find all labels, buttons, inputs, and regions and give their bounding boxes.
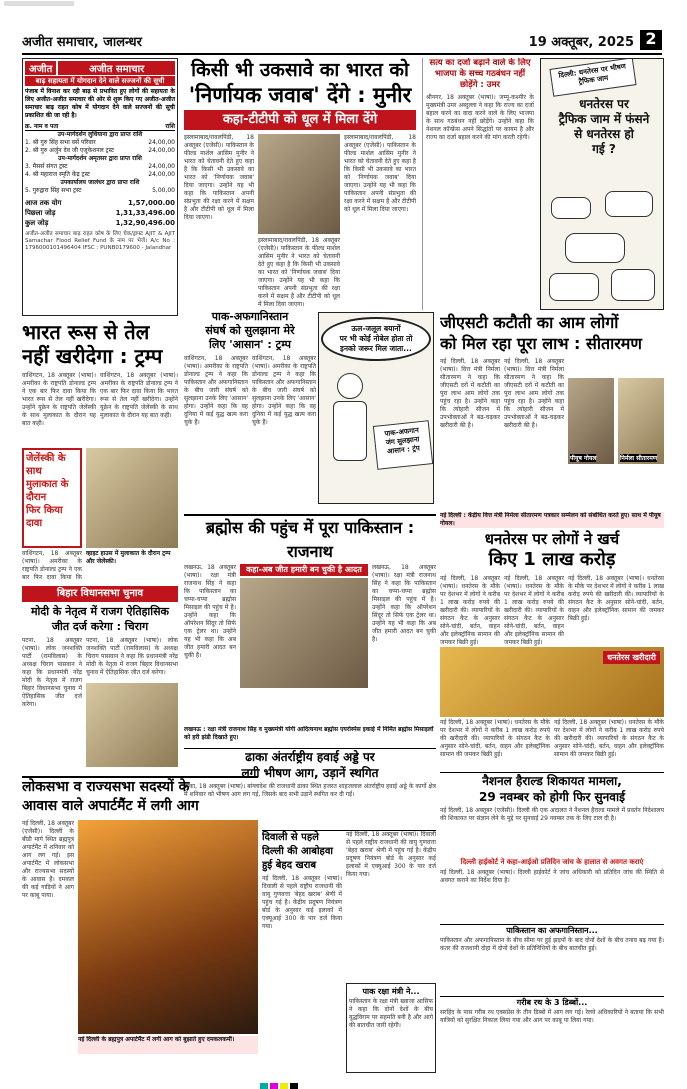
bihar-body-1: पटना, 18 अक्तूबर (भाषा)। लोक जनशक्ति पार्टी (रामविलास) के अध्यक्ष चिराग पासवान ने कहा कि प्रधानमंत्री नरेंद्र मोदी के नेतृत्व में राजग बिहार विधानसभा चुनाव में ऐतिहासिक जीत दर्ज करेगा। [22, 637, 82, 708]
sitharaman-label: निर्मला सीतारमण [620, 455, 658, 462]
bihar-headline-2: जीत दर्ज करेगा : चिराग [51, 620, 149, 633]
brahmos-body-1: लखनऊ, 18 अक्तूबर (भाषा)। रक्षा मंत्री राजनाथ सिंह ने कहा कि पाकिस्तान का चप्पा-चप्पा ब्रह्मोस मिसाइल की पहुंच में है। उन्होंने कहा कि ऑपरेशन सिंदूर तो सिर्फ एक ट्रेलर था। उन्होंने यह भी कहा कि अब जीत हमारी आदत बन चुकी है। [184, 564, 236, 659]
herald-headline-1: नैशनल हैराल्ड शिकायत मामला, [482, 774, 622, 788]
relief-group-head: उपकार्यालय जालंधर द्वारा प्राप्त राशि [60, 179, 140, 186]
relief-totals: आज तक योग 1,57,000.00 पिछला जोड़ 1,31,33,496.00 कुल जोड़ 1,32,90,496.00 [25, 199, 175, 227]
umar-article [422, 58, 534, 310]
ptsa-body: पाकिस्तान के रक्षा मंत्री ख्वाजा आसिफ ने कहा कि दोनों देशों के बीच युद्धविराम पर सहमति बनी है और आगे की बातचीत जारी रहेगी। [349, 998, 433, 1029]
russia-body-2: वाशिंगटन, 18 अक्तूबर (भाषा)। अमरीका के राष्ट्रपति डोनाल्ड ट्रम्प ने एक बार फिर दावा किया कि भारत रूस से तेल नहीं खरीदेगा। उन्होंने यूक्रेन के राष्ट्रपति जेलेंस्की के साथ मुलाकात के दौरान यह बात कही। [100, 372, 178, 419]
gst-headline-1: जीएसटी कटौती का आम लोगों [440, 313, 619, 332]
herald-article [440, 772, 664, 922]
relief-columns [25, 122, 175, 131]
brahmos-article [184, 514, 436, 744]
cartoon-caption: धनतेरस पर ट्रैफिक जाम में फंसने से धनतेरस हो गई ? [558, 97, 650, 156]
trump-zelensky-photo [86, 448, 178, 548]
print-strip [0, 0, 687, 8]
bihar-body-2: पटना, 18 अक्तूबर (भाषा)। लोक जनशक्ति पार्टी (रामविलास) के अध्यक्ष चिराग पासवान ने कहा कि प्रधानमंत्री नरेंद्र मोदी के नेतृत्व में राजग बिहार विधानसभा चुनाव में ऐतिहासिक जीत दर्ज करेगा। [86, 637, 178, 676]
herald-subhead: दिल्ली हाईकोर्ट ने कहा-आईओ प्रतिदिन जांच के हालात से अवगत कराएं [460, 858, 644, 866]
diwali-headline-3: हुई बेहद खराब [262, 860, 317, 871]
pakafghan-body-1: वाशिंगटन, 18 अक्तूबर (भाषा)। अमरीका के राष्ट्रपति डोनाल्ड ट्रम्प ने कहा कि पाकिस्तान और अफगानिस्तान के बीच जारी संघर्ष को सुलझाना उनके लिए 'आसान' होगा। उन्होंने कहा कि वह दुनिया में कई युद्ध खत्म करा चुके हैं। [184, 355, 248, 426]
russia-body-1: वाशिंगटन, 18 अक्तूबर (भाषा)। अमरीका के राष्ट्रपति डोनाल्ड ट्रम्प ने एक बार फिर दावा किया कि भारत रूस से तेल नहीं खरीदेगा। उन्होंने यूक्रेन के राष्ट्रपति जेलेंस्की के साथ मुलाकात के दौरान यह बात कही। [22, 372, 96, 427]
diwali-headline-2: दिल्ली की आबोहवा [262, 846, 333, 857]
cartoon-drawing [545, 177, 661, 307]
umar-body: श्रीनगर, 18 अक्तूबर (भाषा)। जम्मू-कश्मीर के मुख्यमंत्री उमर अब्दुल्ला ने कहा कि राज्य का दर्जा बहाल करने का वादा करने वाले के लिए भाजपा के साथ गठबंधन नहीं छोड़ेंगे। उन्होंने कहा कि नेशनल कॉन्फ्रेंस अपने सिद्धांतों पर कायम है और राज्य का दर्जा बहाल करने की मांग करती रहेगी। [426, 94, 534, 141]
relief-title: बाढ़ सहायता में योगदान देने वाले सज्जनों की सूची [25, 76, 175, 86]
dhanteras-photo-label: धनतेरस खरीदारी [603, 651, 660, 664]
herald-body-2: नई दिल्ली, 18 अक्तूबर (भाषा)। दिल्ली हाईकोर्ट ने जांच अधिकारी को प्रतिदिन जांच की स्थिति से अवगत कराने का निर्देश दिया है। [440, 869, 664, 884]
bihar-banner: बिहार विधानसभा चुनाव [22, 586, 178, 602]
bihar-article [22, 586, 178, 772]
dhanteras-body-1: नई दिल्ली, 18 अक्तूबर (भाषा)। धनतेरस के मौके पर देशभर में लोगों ने करीब 1 लाख करोड़ रुपये की खरीदारी की। व्यापारियों के संगठन कैट के अनुसार सोने-चांदी, बर्तन, वाहन और इलेक्ट्रॉनिक सामान की जमकर बिक्री हुई। [440, 575, 500, 646]
page-number: 2 [640, 30, 662, 50]
pakafghan-headline-2: संघर्ष को सुलझाना मेरे [205, 324, 295, 337]
dhaka-headline-1: ढाका अंतर्राष्ट्रीय हवाई अड्डे पर [245, 750, 375, 764]
ajit-logo: अजीत [25, 61, 56, 75]
print-marks [0, 1083, 687, 1089]
herald-headline-2: 29 नवम्बर को होगी फिर सुनवाई [479, 790, 625, 804]
dhaka-headline-2: लगी भीषण आग, उड़ानें स्थगित [241, 766, 379, 780]
ajit-samachar-logo: अजीत समाचार [58, 61, 175, 75]
fire-article [22, 776, 258, 1084]
munir-headline-2: 'निर्णायक जवाब' देंगे : मुनीर [188, 83, 412, 107]
relief-row: 5. गुरुद्वारा सिंह सभा ट्रस्ट 5,00,00 [25, 187, 175, 194]
fire-caption: नई दिल्ली के ब्रह्मपुत्र अपार्टमैंट में लगी आग को बुझाते हुए दमकलकर्मी। [78, 1036, 258, 1054]
relief-footer: अजीत-अजीत समाचार बाढ़ राहत कोष के लिए चेक/ड्राफ्ट AJIT & AJIT Samachar Flood Relief Fund के नाम पर भेजें। A/c No : 1796000101496404 IFSC : PUNB0179600 - Jalandhar [25, 231, 175, 251]
relief-groups [25, 131, 175, 195]
russia-body-3: वाशिंगटन, 18 अक्तूबर (भाषा)। अमरीका के राष्ट्रपति डोनाल्ड ट्रम्प ने एक बार फिर दावा किया कि [22, 550, 82, 580]
dhanteras-body-3: नई दिल्ली, 18 अक्तूबर (भाषा)। धनतेरस के मौके पर देशभर में लोगों ने करीब 1 लाख करोड़ रुपये की खरीदारी की। व्यापारियों के संगठन कैट के अनुसार सोने-चांदी, बर्तन, वाहन और इलेक्ट्रॉनिक सामान की जमकर बिक्री हुई। [568, 575, 664, 622]
dhaka-body: ढाका, 18 अक्तूबर (भाषा)। बांग्लादेश की राजधानी ढाका स्थित हजरत शाहजलाल अंतर्राष्ट्रीय हवाई अड्डे के कार्गो क्षेत्र में शनिवार को भीषण आग लग गई, जिसके बाद सभी उड़ानें स्थगित कर दी गईं। [184, 783, 436, 798]
chirag-photo [86, 683, 178, 767]
brahmos-headline: ब्रह्मोस की पहुंच में पूरा पाकिस्तान : राजनाथ [205, 518, 415, 561]
diwali-body-2: नई दिल्ली, 18 अक्तूबर (भाषा)। दिवाली से पहले राष्ट्रीय राजधानी की वायु गुणवत्ता 'बेहद खराब' श्रेणी में पहुंच गई है। केंद्रीय प्रदूषण नियंत्रण बोर्ड के अनुसार कई इलाकों में एक्यूआई 300 के पार दर्ज किया गया। [346, 831, 436, 878]
masthead-rule [22, 53, 662, 55]
relief-row: 2. श्री गुरु अर्जुन देव जी एजुकेशनल ट्रस्ट 24,00,00 [25, 147, 175, 154]
munir-headline-1: किसी भी उकसावे का भारत को [191, 59, 409, 81]
brahmos-body-2: लखनऊ, 18 अक्तूबर (भाषा)। रक्षा मंत्री राजनाथ सिंह ने कहा कि पाकिस्तान का चप्पा-चप्पा ब्रह्मोस मिसाइल की पहुंच में है। उन्होंने कहा कि ऑपरेशन सिंदूर तो सिर्फ एक ट्रेलर था। उन्होंने यह भी कहा कि अब जीत हमारी आदत बन चुकी है। [372, 564, 436, 643]
relief-row: 1. श्री गुरु सिंह सभा वर्से परिवार 24,00,00 [25, 139, 175, 146]
dhanteras-headline-2: किए 1 लाख करोड़ [488, 549, 616, 570]
traffic-cartoon [540, 58, 664, 310]
sitharaman-photo [618, 378, 664, 464]
fire-body: नई दिल्ली, 18 अक्तूबर (एजेंसी)। दिल्ली के बीडी मार्ग स्थित ब्रह्मपुत्र अपार्टमैंट में शनिवार को आग लग गई। इस अपार्टमैंट में लोकसभा और राज्यसभा सदस्यों के आवास हैं। दमकल की कई गाड़ियों ने आग पर काबू पाया। [22, 820, 74, 899]
train-head: गरीब रथ के 3 डिब्बों... [516, 998, 588, 1007]
paper-name: अजीत समाचार, जालन्धर [22, 35, 142, 50]
munir-photo [258, 134, 340, 234]
gst-body-1: नई दिल्ली, 18 अक्तूबर (भाषा)। वित्त मंत्री निर्मला सीतारमण ने कहा कि जीएसटी दरों में कटौती का पूरा लाभ आम लोगों तक पहुंच रहा है। उन्होंने कहा कि त्योहारी सीजन में उपभोक्ताओं ने बढ़-चढ़कर खरीदारी की है। [440, 358, 500, 429]
fire-photo [78, 820, 258, 1034]
diwali-article [262, 830, 436, 1084]
nobel-bubble: ऊल-जलूल बयानों पर भी कोई नोबेल होता तो इनको जरूर मिल जाता... [321, 317, 431, 361]
cartoon2-sign: पाक-अफगान जंग सुलझाना आसान : ट्रंप [373, 420, 433, 470]
dhanteras-body-2: नई दिल्ली, 18 अक्तूबर (भाषा)। धनतेरस के मौके पर देशभर में लोगों ने करीब 1 लाख करोड़ रुपये की खरीदारी की। व्यापारियों के संगठन कैट के अनुसार सोने-चांदी, बर्तन, वाहन और इलेक्ट्रॉनिक सामान की जमकर बिक्री हुई। [504, 575, 564, 646]
pakafghan-headline-3: लिए 'आसान' : ट्रम्प [209, 338, 291, 351]
russia-article [22, 320, 178, 580]
gst-headline-2: को मिल रहा पूरा लाभ : सीतारमण [440, 334, 642, 353]
russia-headline-1: भारत रूस से तेल [22, 320, 150, 344]
nobel-cartoon [318, 312, 434, 504]
relief-row: 4. श्री महाराज स्मृति केंद्र ट्रस्ट 24,00,00 [25, 171, 175, 178]
relief-group-head: उप-मार्गदर्शन अमृतसर द्वारा प्राप्त राशि [58, 155, 142, 162]
diwali-headline-1: दिवाली से पहले [262, 832, 319, 843]
fire-headline-2: आवास वाले अपार्टमैंट में लगी आग [22, 798, 199, 814]
goyal-photo [568, 378, 614, 464]
dhanteras-body-5: नई दिल्ली, 18 अक्तूबर (भाषा)। धनतेरस के मौके पर देशभर में लोगों ने करीब 1 लाख करोड़ रुपये की खरीदारी की। व्यापारियों के संगठन कैट के अनुसार सोने-चांदी, बर्तन, वाहन और इलेक्ट्रॉनिक सामान की जमकर बिक्री हुई। [554, 719, 664, 758]
munir-body-col3: इस्लामाबाद/रावलपिंडी, 18 अक्तूबर (एजेंसी)। पाकिस्तान के फील्ड मार्शल आसिम मुनीर ने भारत को चेतावनी देते हुए कहा है कि किसी भी उकसावे का भारत को 'निर्णायक जवाब' दिया जाएगा। उन्होंने यह भी कहा कि पाकिस्तान अपनी संप्रभुता की रक्षा करने में सक्षम है और टीटीपी को धूल में मिला दिया जाएगा। [344, 134, 416, 213]
pakafghan-body-2: वाशिंगटन, 18 अक्तूबर (भाषा)। अमरीका के राष्ट्रपति डोनाल्ड ट्रम्प ने कहा कि पाकिस्तान और अफगानिस्तान के बीच जारी संघर्ष को सुलझाना उनके लिए 'आसान' होगा। उन्होंने कहा कि वह दुनिया में कई युद्ध खत्म करा चुके हैं। [252, 355, 316, 426]
relief-group-head: उप-मार्गदर्शन लुधियाना द्वारा प्राप्त राशि [57, 131, 143, 138]
gst-photos [568, 358, 664, 490]
ptsa-head: पाक रक्षा मंत्री ने... [362, 987, 420, 996]
relief-col-amount: राशि [165, 123, 175, 130]
munir-body-col1: इस्लामाबाद/रावलपिंडी, 18 अक्तूबर (एजेंसी)। पाकिस्तान के फील्ड मार्शल आसिम मुनीर ने भारत को चेतावनी देते हुए कहा है कि किसी भी उकसावे का भारत को 'निर्णायक जवाब' दिया जाएगा। उन्होंने यह भी कहा कि पाकिस्तान अपनी संप्रभुता की रक्षा करने में सक्षम है और टीटीपी को धूल में मिला दिया जाएगा। [184, 134, 254, 221]
dhanteras-article [440, 530, 664, 770]
dhanteras-photo [440, 647, 664, 717]
page-date: 19 अक्तूबर, 2025 [528, 35, 634, 50]
fire-headline-1: लोकसभा व राज्यसभा सदस्यों के [22, 779, 190, 795]
munir-banner: कहा-टीटीपी को धूल में मिला देंगे [184, 110, 416, 130]
brahmos-photo [240, 578, 368, 688]
russia-subhead: जेलेंस्की के साथ मुलाकात के दौरान फिर किया दावा [22, 448, 82, 548]
munir-article [184, 58, 416, 308]
munir-body-col2: इस्लामाबाद/रावलपिंडी, 18 अक्तूबर (एजेंसी)। पाकिस्तान के फील्ड मार्शल आसिम मुनीर ने भारत को चेतावनी देते हुए कहा है कि किसी भी उकसावे का भारत को 'निर्णायक जवाब' दिया जाएगा। उन्होंने यह भी कहा कि पाकिस्तान अपनी संप्रभुता की रक्षा करने में सक्षम है और टीटीपी को धूल में मिला दिया जाएगा। [258, 237, 340, 308]
brahmos-caption: लखनऊ : रक्षा मंत्री राजनाथ सिंह व मुख्यमंत्री योगी आदित्यनाथ ब्रह्मोस एयरोस्पेस इकाई में निर्मित ब्रह्मोस मिसाइलों को हरी झंडी दिखाते हुए। [184, 726, 434, 741]
pakafghan-headline-1: पाक-अफगानिस्तान [211, 310, 289, 323]
relief-fund-box [22, 58, 178, 316]
dhanteras-body-4: नई दिल्ली, 18 अक्तूबर (भाषा)। धनतेरस के मौके पर देशभर में लोगों ने करीब 1 लाख करोड़ रुपये की खरीदारी की। व्यापारियों के संगठन कैट के अनुसार सोने-चांदी, बर्तन, वाहन और इलेक्ट्रॉनिक सामान की जमकर बिक्री हुई। [440, 719, 550, 758]
masthead [22, 30, 662, 52]
goyal-label: पीयूष गोयल [570, 455, 597, 462]
gst-body-2: नई दिल्ली, 18 अक्तूबर (भाषा)। वित्त मंत्री निर्मला सीतारमण ने कहा कि जीएसटी दरों में कटौती का पूरा लाभ आम लोगों तक पहुंच रहा है। उन्होंने कहा कि त्योहारी सीजन में उपभोक्ताओं ने बढ़-चढ़कर खरीदारी की है। [504, 358, 564, 429]
relief-row: 3. मैसर्स संगत ट्रस्ट 24,00,00 [25, 163, 175, 170]
gst-article [440, 312, 664, 512]
pakafghan2-head: पाकिस्तान का अफगानिस्तान... [506, 926, 598, 935]
russia-headline-2: नहीं खरीदेगा : ट्रम्प [22, 344, 163, 368]
herald-body: नई दिल्ली, 18 अक्तूबर (एजेंसी)। दिल्ली की एक अदालत ने नैशनल हैराल्ड मामले में प्रवर्तन निदेशालय की शिकायत पर संज्ञान लेने के मुद्दे पर सुनवाई 29 नवम्बर तक के लिए टाल दी है। [440, 807, 664, 822]
cartoon-sign: दिल्ली: धनतेरस पर भीषण ट्रैफिक जाम [549, 58, 636, 97]
dhanteras-headline-1: धनतेरस पर लोगों ने खर्च [484, 530, 620, 548]
train-body: सरहिंद के पास गरीब रथ एक्सप्रेस के तीन डिब्बों में आग लग गई। रेलवे अधिकारियों ने बताया कि सभी यात्रियों को सुरक्षित निकाल लिया गया और आग पर काबू पा लिया गया। [440, 1009, 664, 1024]
diwali-body-1: नई दिल्ली, 18 अक्तूबर (भाषा)। दिवाली से पहले राष्ट्रीय राजधानी की वायु गुणवत्ता 'बेहद खराब' श्रेणी में पहुंच गई है। केंद्रीय प्रदूषण नियंत्रण बोर्ड के अनुसार कई इलाकों में एक्यूआई 300 के पार दर्ज किया गया। [262, 875, 342, 930]
train-continued [440, 996, 664, 1084]
bihar-headline-1: मोदी के नेतृत्व में राजग ऐतिहासिक [30, 605, 170, 618]
relief-col-name: क्र. नाम व पता [25, 123, 59, 130]
relief-intro: पंजाब में विनाश कर रही बाढ़ से प्रभावित हुए लोगों की सहायता के लिए अजीत-अजीत समाचार की ओर से शुरू किए गए अजीत-अजीत समाचार बाढ़ राहत कोष में योगदान देने वाले सज्जनों की सूची प्रकाशित की जा रही है। [25, 88, 175, 119]
russia-caption: व्हाइट हाउस में मुलाकात के दौरान ट्रम्प और जेलेंस्की। [86, 550, 171, 565]
pakafghan2-body: पाकिस्तान और अफगानिस्तान के बीच सीमा पर हुई झड़पों के बाद दोनों देशों के बीच तनाव बढ़ गया है। कतर की राजधानी दोहा में दोनों देशों के प्रतिनिधियों के बीच बातचीत हुई। [440, 937, 664, 952]
pakafghan-continued [440, 924, 664, 994]
umar-headline: सत्य का दर्जा बढ़ाने वाले के लिए भाजपा के सच्च गठबंधन नहीं छोड़ेंगे : उमर [429, 58, 531, 90]
gst-caption: नई दिल्ली : केंद्रीय वित्त मंत्री निर्मला सीतारमण पत्रकार सम्मेलन को संबोधित करते हुए। साथ में पीयूष गोयल। [440, 512, 664, 528]
cartoon2-figure [327, 373, 371, 473]
pak-defence-box [346, 983, 436, 1073]
brahmos-banner: कहा-अब जीत हमारी बन चुकी है आदत [240, 564, 368, 576]
